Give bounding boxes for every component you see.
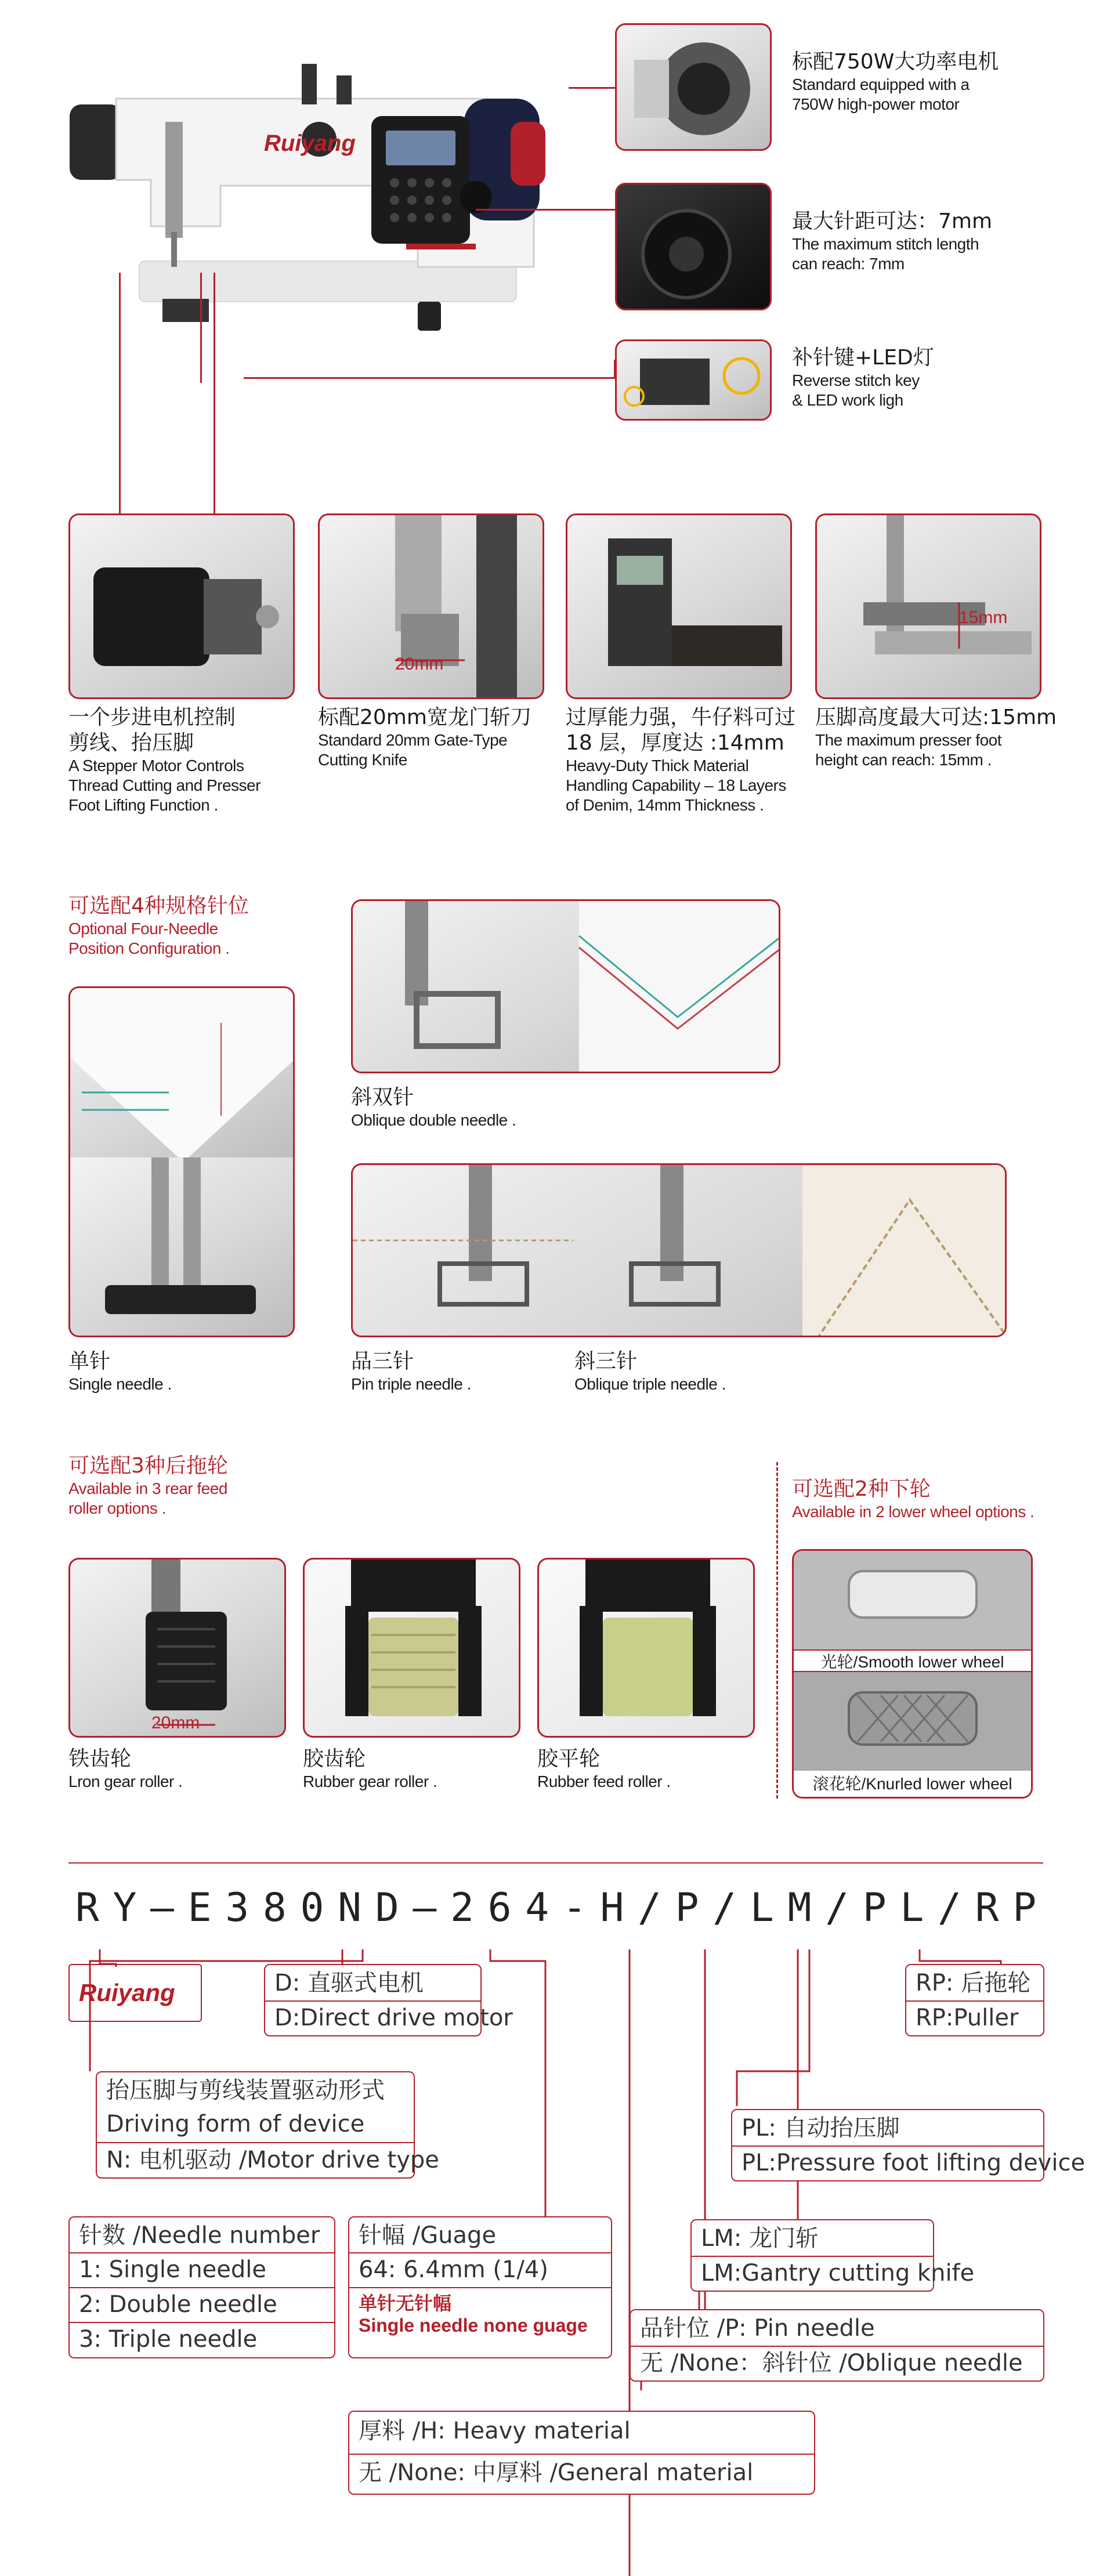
needle-photo-single (68, 1157, 295, 1337)
needle-photo-oblique-double (351, 899, 780, 1073)
feature-caption-knife: 标配20mm宽龙门斩刀 Standard 20mm Gate-Type Cutting Knife (318, 705, 531, 769)
smooth-wheel-icon (794, 1551, 1033, 1649)
sewing-machine-illustration (58, 35, 580, 371)
legend-box-puller: RP: 后拖轮 RP:Puller (905, 1964, 1044, 2036)
needle-photo-single-fabric (68, 986, 295, 1160)
presser-height-label: 15mm (959, 608, 1008, 627)
feature-photo-motor (615, 23, 772, 151)
roller-section-title: 可选配3种后拖轮 Available in 3 rear feed roller options . (68, 1454, 228, 1517)
needle-section-title: 可选配4种规格针位 Optional Four-Needle Position Configuration . (68, 894, 249, 957)
model-code-char: 6 (487, 1885, 512, 1931)
model-code-char: L (750, 1885, 774, 1931)
model-top-rule (68, 1862, 1043, 1864)
presser-foot-icon (817, 515, 1041, 699)
legend-box-drive-motor: D: 直驱式电机 D:Direct drive motor (264, 1964, 482, 2036)
model-code-char: E (187, 1885, 212, 1931)
feature-photo-stitch-dial (615, 183, 772, 310)
motor-icon (617, 25, 772, 151)
hero-machine (58, 35, 580, 371)
feature-photo-presser-foot (815, 513, 1041, 699)
wheel-photo-knurled (792, 1671, 1033, 1799)
legend-box-guage: 针幅 /Guage 64: 6.4mm (1/4) 单针无针幅 Single needle none guage (348, 2216, 612, 2358)
feature-text-stitch: 最大针距可达：7mm The maximum stitch length can reach: 7mm (792, 209, 993, 273)
stitch-dial-icon (617, 184, 772, 310)
model-code-char: N (338, 1885, 362, 1931)
wheel-section-title: 可选配2种下轮 Available in 2 lower wheel options . (792, 1477, 1035, 1521)
connector-line (244, 377, 615, 379)
model-code-char: L (900, 1885, 924, 1931)
model-code-char: M (787, 1885, 812, 1931)
legend-box-pressure-foot: PL: 自动抬压脚 PL:Pressure foot lifting device (731, 2109, 1044, 2181)
connector-line (200, 273, 202, 383)
legend-box-driving-form: 抬压脚与剪线装置驱动形式 Driving form of device N: 电机驱动 /Motor drive type (96, 2071, 415, 2179)
knurled-wheel-icon (794, 1672, 1033, 1771)
feature-text-motor: 标配750W大功率电机 Standard equipped with a 750W high-power motor (792, 50, 999, 113)
model-code-char: / (712, 1885, 737, 1931)
model-code-char: P (675, 1885, 699, 1931)
caliper-icon (567, 515, 792, 699)
feature-photo-stepper-motor (68, 513, 295, 699)
wheel-label-smooth: 光轮/Smooth lower wheel (794, 1649, 1031, 1671)
model-code-char: 0 (300, 1885, 324, 1931)
model-code-chars (68, 1883, 1043, 1935)
model-code-char: — (413, 1885, 437, 1931)
legend-box-needle-number: 针数 /Needle number 1: Single needle 2: Double needle 3: Triple needle (68, 2216, 335, 2358)
model-code-char: P (1012, 1885, 1037, 1931)
wheel-photo-smooth (792, 1549, 1033, 1671)
connector-line (119, 273, 121, 516)
legend-box-gantry-knife: LM: 龙门斩 LM:Gantry cutting knife (690, 2219, 934, 2292)
model-code-char: / (825, 1885, 849, 1931)
caption-oblique-triple: 斜三针 Oblique triple needle . (574, 1349, 726, 1393)
connector-line (569, 87, 615, 89)
feature-photo-led (615, 339, 772, 421)
legend-box-material: 厚料 /H: Heavy material 无 /None: 中厚料 /General material (348, 2411, 815, 2495)
model-code-char: P (862, 1885, 887, 1931)
model-code-char: 4 (525, 1885, 549, 1931)
stepper-motor-icon (70, 515, 295, 699)
model-code-char: R (975, 1885, 999, 1931)
connector-line (214, 273, 215, 516)
rubber-gear-roller-icon (305, 1560, 520, 1738)
single-needle-icon (70, 1157, 295, 1337)
legend-box-needle-position: 品针位 /P: Pin needle 无 /None：斜针位 /Oblique needle (630, 2309, 1044, 2382)
feature-photo-cutting-knife (318, 513, 544, 699)
caption-iron-gear: 铁齿轮 Lron gear roller . (68, 1747, 183, 1790)
feature-caption-thick: 过厚能力强，牛仔料可过 18 层，厚度达 :14mm Heavy-Duty Thick Material Handling Capability – 18 Layers of Denim, 14mm Thickness . (566, 705, 796, 814)
oblique-double-needle-icon (353, 901, 780, 1073)
section-divider (776, 1462, 778, 1799)
caption-pin-triple: 品三针 Pin triple needle . (351, 1349, 471, 1393)
model-code-char: 3 (225, 1885, 249, 1931)
feature-photo-caliper (566, 513, 792, 699)
model-code-char: — (150, 1885, 175, 1931)
needle-photo-triple (351, 1163, 1007, 1337)
feature-caption-stepper: 一个步进电机控制 剪线、抬压脚 A Stepper Motor Controls Thread Cutting and Presser Foot Lifting Function . (68, 705, 261, 814)
feature-caption-presser: 压脚高度最大可达:15mm The maximum presser foot height can reach: 15mm . (815, 705, 1057, 769)
knife-width-label: 20mm (395, 654, 444, 674)
model-code-char: - (562, 1885, 587, 1931)
roller-photo-iron (68, 1558, 286, 1738)
connector-line (476, 209, 615, 211)
model-code-char: 2 (450, 1885, 474, 1931)
caption-single-needle: 单针 Single needle . (68, 1349, 172, 1393)
caption-rubber-gear: 胶齿轮 Rubber gear roller . (303, 1747, 437, 1790)
led-icon (617, 341, 772, 421)
model-code-char: 8 (262, 1885, 287, 1931)
model-code-char: D (375, 1885, 399, 1931)
legend-logo: Ruiyang (79, 1979, 175, 2006)
roller-photo-rubber-gear (303, 1558, 520, 1738)
triple-needle-icon (353, 1165, 1007, 1337)
model-code-char: / (937, 1885, 961, 1931)
iron-gear-roller-icon (70, 1560, 286, 1738)
wheel-label-knurled: 滚花轮/Knurled lower wheel (794, 1771, 1031, 1797)
model-code-char: H (600, 1885, 624, 1931)
rubber-feed-roller-icon (539, 1560, 755, 1738)
iron-roller-width-label: 20mm (151, 1713, 200, 1732)
caption-rubber-flat: 胶平轮 Rubber feed roller . (537, 1747, 671, 1790)
model-code (68, 1883, 1043, 1935)
model-code-char: Y (113, 1885, 137, 1931)
feature-text-led: 补针键+LED灯 Reverse stitch key & LED work ligh (792, 346, 934, 409)
caption-oblique-double: 斜双针 Oblique double needle . (351, 1086, 516, 1129)
model-code-char: R (75, 1885, 99, 1931)
hero-logo: Ruiyang (264, 131, 356, 156)
model-code-char: / (638, 1885, 662, 1931)
roller-photo-rubber-flat (537, 1558, 755, 1738)
